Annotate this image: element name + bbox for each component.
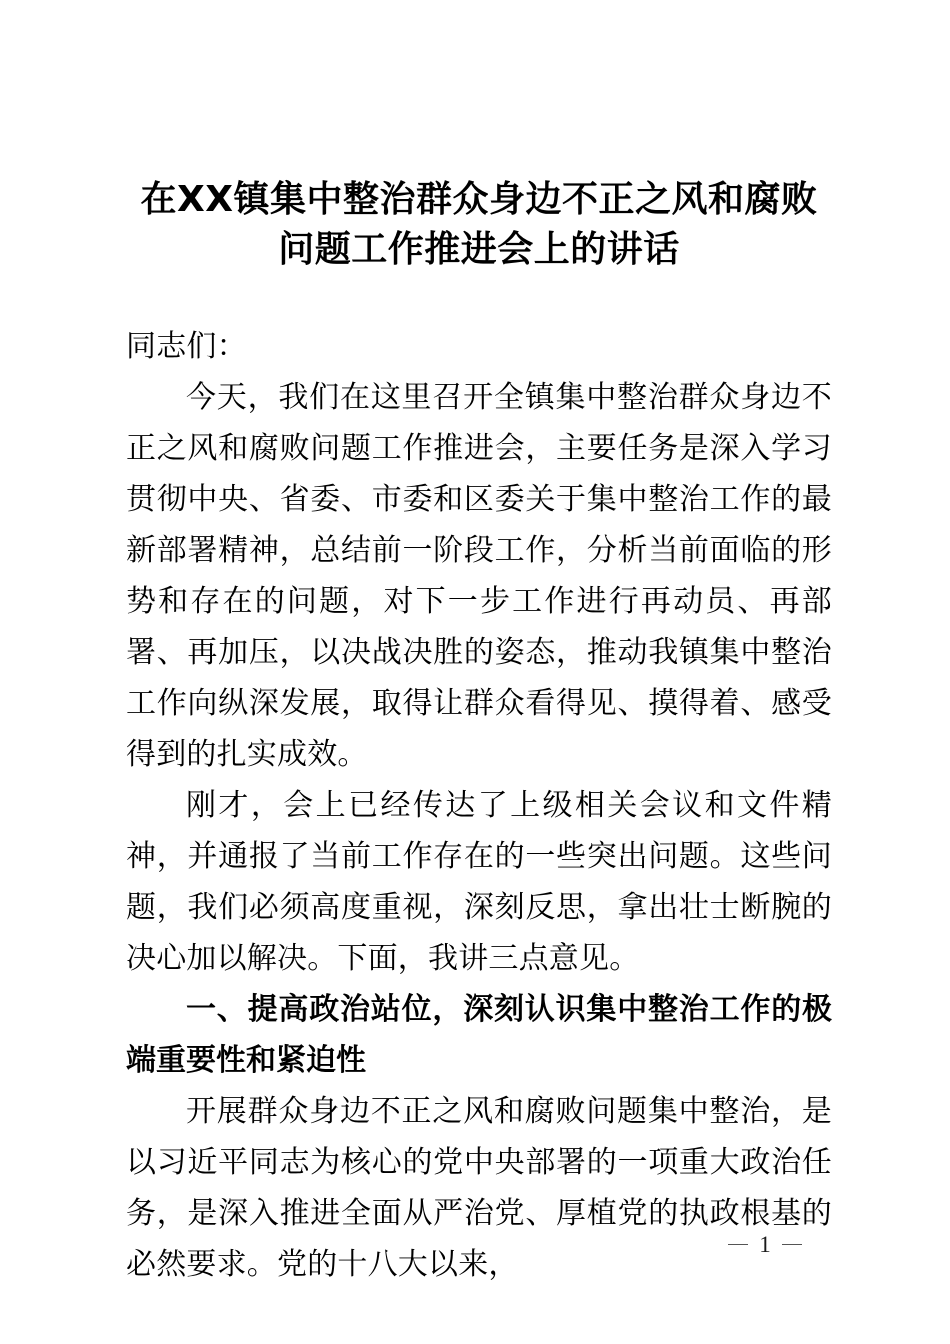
document-body xyxy=(126,321,832,1290)
page-content xyxy=(126,0,832,1290)
footer-page-number: 1 xyxy=(759,1232,771,1257)
page-number-group xyxy=(728,1232,802,1258)
page-title: 在XX镇集中整治群众身边不正之风和腐败问题工作推进会上的讲话 xyxy=(140,179,818,270)
salutation: 同志们： xyxy=(126,329,247,364)
page-footer xyxy=(0,1232,950,1258)
section-heading-one: 一、提高政治站位，深刻认识集中整治工作的极端重要性和紧迫性 xyxy=(126,992,832,1078)
paragraph-2: 刚才，会上已经传达了上级相关会议和文件精神，并通报了当前工作存在的一些突出问题。这些问题，我们必须高度重视，深刻反思，拿出壮士断腕的决心加以解决。下面，我讲三点意见。 xyxy=(126,788,832,976)
paragraph-1: 今天，我们在这里召开全镇集中整治群众身边不正之风和腐败问题工作推进会，主要任务是深入学习贯彻中央、省委、市委和区委关于集中整治工作的最新部署精神，总结前一阶段工作，分析当前面临的形势和存在的问题，对下一步工作进行再动员、再部署、再加压，以决战决胜的姿态，推动我镇集中整治工作向纵深发展，取得让群众看得见、摸得着、感受得到的扎实成效。 xyxy=(126,380,832,772)
section-paragraph-1: 开展群众身边不正之风和腐败问题集中整治，是以习近平同志为核心的党中央部署的一项重大政治任务，是深入推进全面从严治党、厚植党的执政根基的必然要求。党的十八大以来， xyxy=(126,1094,832,1282)
footer-dash-right-icon xyxy=(782,1244,802,1245)
footer-dash-left-icon xyxy=(728,1244,748,1245)
